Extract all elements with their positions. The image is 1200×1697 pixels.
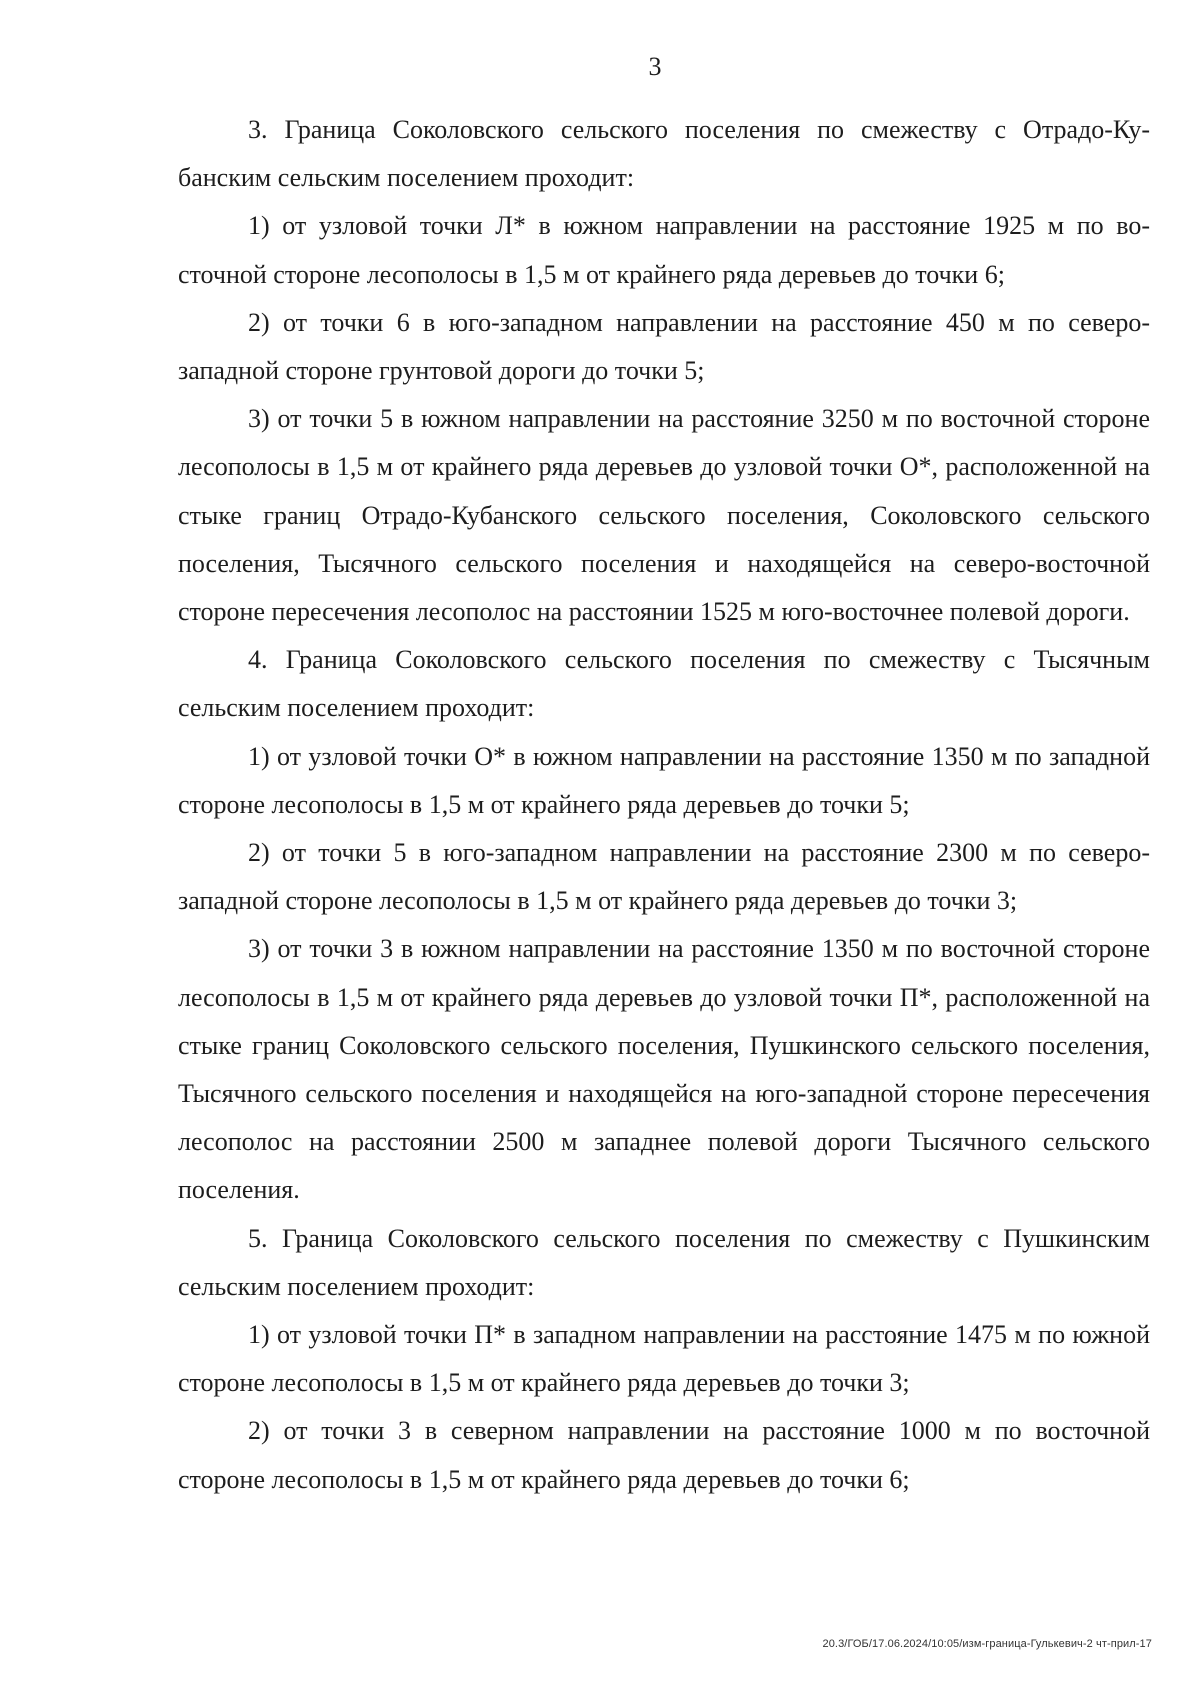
document-footer-code: 20.3/ГОБ/17.06.2024/10:05/изм-граница-Гулькевич-2 чт-прил-17 (822, 1638, 1152, 1650)
paragraph: 2) от точки 6 в юго-западном направлении на расстояние 450 м по северо-западной стороне грунтовой дороги до точки 5; (178, 307, 1150, 386)
paragraph: 1) от узловой точки П* в западном направлении на расстояние 1475 м по южной стороне лесополосы в 1,5 м от крайнего ряда деревьев до точки 3; (178, 1320, 1150, 1398)
paragraph: 1) от узловой точки О* в южном направлении на расстояние 1350 м по западной стороне лесополосы в 1,5 м от крайнего ряда деревьев до точки 5; (178, 741, 1150, 819)
document-body (178, 106, 1150, 1504)
paragraph: 1) от узловой точки Л* в южном направлении на расстояние 1925 м по восточной стороне лесополосы в 1,5 м от крайнего ряда деревьев до точки 6; (178, 211, 1150, 289)
paragraph: 5. Граница Соколовского сельского поселения по смежеству с Пушкинским сельским поселением проходит: (178, 1223, 1150, 1301)
paragraph: 2) от точки 3 в северном направлении на расстояние 1000 м по восточной стороне лесополосы в 1,5 м от крайнего ряда деревьев до точки 6; (178, 1416, 1150, 1494)
page-number: 3 (648, 52, 662, 81)
paragraph: 3) от точки 3 в южном направлении на расстояние 1350 м по восточной стороне лесополосы в 1,5 м от крайнего ряда деревьев до узловой точки П*, расположенной на стыке границ Соколовского сельского поселения, Пушкинского сельского поселения, Тысячного сельского поселения и находящейся на юго-западной стороне пересечения лесополос на расстоянии 2500 м западнее полевой дороги Тысячного сельского поселения. (178, 934, 1150, 1205)
paragraph: 3. Граница Соколовского сельского поселения по смежеству с Отрадо-Кубанским сельским поселением проходит: (178, 115, 1150, 193)
paragraph: 4. Граница Соколовского сельского поселения по смежеству с Тысячным сельским поселением проходит: (178, 645, 1150, 723)
paragraph: 3) от точки 5 в южном направлении на расстояние 3250 м по восточной стороне лесополосы в 1,5 м от крайнего ряда деревьев до узловой точки О*, расположенной на стыке границ Отрадо-Кубанского сельского поселения, Соколовского сельского поселения, Тысячного сельского поселения и находящейся на северо-восточной стороне пересечения лесополос на расстоянии 1525 м юго-восточнее полевой дороги. (178, 404, 1150, 627)
paragraph: 2) от точки 5 в юго-западном направлении на расстояние 2300 м по северо-западной стороне лесополосы в 1,5 м от крайнего ряда деревьев до точки 3; (178, 838, 1150, 916)
